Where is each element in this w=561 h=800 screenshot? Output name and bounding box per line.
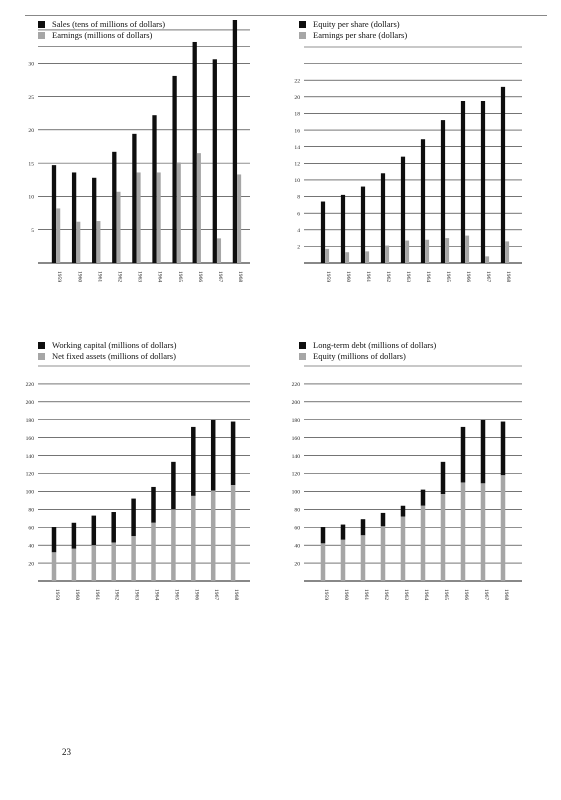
legend-label: Earnings per share (dollars) [313, 30, 408, 40]
bar-segment-bottom [481, 483, 486, 581]
y-tick-label: 120 [291, 471, 300, 478]
bar-segment-bottom [341, 540, 346, 581]
x-tick-label: 1966 [193, 589, 200, 601]
x-tick-label: 1968 [237, 271, 244, 283]
y-tick-label: 60 [294, 525, 300, 532]
y-tick-label: 200 [25, 400, 34, 407]
x-tick-label: 1960 [73, 589, 80, 601]
y-tick-label: 30 [28, 61, 34, 68]
x-tick-label: 1959 [323, 589, 329, 601]
x-tick-label: 1962 [385, 271, 392, 283]
y-tick-label: 40 [28, 543, 34, 550]
y-tick-label: 22 [294, 78, 300, 85]
bar-segment-bottom [501, 475, 506, 581]
x-tick-label: 1959 [54, 589, 60, 601]
bar-segment-top [321, 527, 326, 543]
legend-label: Net fixed assets (millions of dollars) [52, 351, 176, 361]
y-tick-label: 220 [291, 382, 300, 389]
y-tick-label: 20 [28, 128, 34, 135]
x-tick-label: 1968 [505, 271, 512, 283]
y-tick-label: 18 [294, 111, 300, 118]
y-tick-label: 160 [291, 435, 300, 442]
y-tick-label: 8 [297, 194, 300, 201]
legend-label: Long-term debt (millions of dollars) [313, 340, 437, 350]
legend-label: Equity (millions of dollars) [313, 351, 406, 361]
x-tick-label: 1963 [136, 271, 143, 283]
y-tick-label: 60 [28, 525, 34, 532]
x-tick-label: 1965 [445, 271, 452, 283]
y-tick-label: 15 [28, 161, 34, 168]
x-tick-label: 1966 [465, 271, 472, 283]
bar-segment-top [401, 506, 406, 517]
y-tick-label: 20 [294, 95, 300, 102]
x-tick-label: 1964 [153, 589, 160, 601]
x-tick-label: 1967 [216, 271, 223, 283]
x-tick-label: 1961 [363, 589, 369, 601]
bar-segment-top [361, 519, 366, 535]
legend-label: Sales (tens of millions of dollars) [52, 19, 166, 29]
x-tick-label: 1963 [405, 271, 412, 283]
bar-segment-bottom [361, 535, 366, 581]
y-tick-label: 10 [28, 194, 34, 201]
y-tick-label: 14 [294, 144, 300, 151]
x-tick-label: 1968 [233, 589, 240, 601]
x-tick-label: 1962 [116, 271, 123, 283]
x-tick-label: 1967 [483, 589, 489, 601]
legend-label: Equity per share (dollars) [313, 19, 400, 29]
y-tick-label: 20 [294, 561, 300, 568]
bar-segment-top [381, 513, 386, 526]
x-tick-label: 1964 [423, 589, 429, 601]
bar-segment-top [421, 490, 426, 506]
bar-segment-top [481, 420, 486, 484]
y-tick-label: 200 [291, 400, 300, 407]
y-tick-label: 40 [294, 543, 300, 550]
bar-segment-bottom [381, 526, 386, 581]
y-tick-label: 160 [25, 435, 34, 442]
x-tick-label: 1967 [213, 589, 220, 601]
legend-label: Earnings (millions of dollars) [52, 30, 153, 40]
y-tick-label: 220 [25, 382, 34, 389]
page-number: 23 [62, 747, 71, 757]
x-tick-label: 1966 [463, 589, 469, 601]
y-tick-label: 80 [28, 507, 34, 514]
bar-segment-bottom [421, 506, 426, 581]
x-tick-label: 1967 [485, 271, 492, 283]
bar-segment-top [441, 462, 446, 494]
x-tick-label: 1963 [403, 589, 409, 601]
x-tick-label: 1960 [343, 589, 349, 601]
y-tick-label: 5 [31, 227, 34, 234]
x-tick-label: 1966 [196, 271, 203, 283]
y-tick-label: 4 [297, 227, 300, 234]
x-tick-label: 1960 [345, 271, 352, 283]
x-tick-label: 1959 [56, 271, 63, 283]
x-tick-label: 1962 [113, 589, 120, 601]
x-tick-label: 1963 [133, 589, 140, 601]
x-tick-label: 1965 [176, 271, 183, 283]
x-tick-label: 1962 [383, 589, 389, 601]
y-tick-label: 6 [297, 211, 300, 218]
y-tick-label: 25 [28, 94, 34, 101]
y-tick-label: 180 [25, 417, 34, 424]
x-tick-label: 1961 [96, 271, 103, 283]
y-tick-label: 16 [294, 128, 300, 135]
y-tick-label: 2 [297, 244, 300, 251]
legend-label: Working capital (millions of dollars) [52, 340, 177, 350]
bar-segment-top [341, 525, 346, 540]
y-tick-label: 120 [25, 471, 34, 478]
y-tick-label: 140 [25, 453, 34, 460]
bar-segment-top [501, 422, 506, 476]
y-tick-label: 10 [294, 178, 300, 185]
y-tick-label: 80 [294, 507, 300, 514]
bar-segment-bottom [461, 482, 466, 581]
x-tick-label: 1968 [503, 589, 509, 601]
x-tick-label: 1965 [173, 589, 180, 601]
x-tick-label: 1964 [425, 271, 432, 283]
y-tick-label: 180 [291, 417, 300, 424]
x-tick-label: 1961 [365, 271, 372, 283]
y-tick-label: 140 [291, 453, 300, 460]
bar-segment-bottom [441, 494, 446, 581]
x-tick-label: 1965 [443, 589, 449, 601]
y-tick-label: 100 [25, 489, 34, 496]
y-tick-label: 100 [291, 489, 300, 496]
x-tick-label: 1961 [93, 589, 100, 601]
x-tick-label: 1960 [76, 271, 83, 283]
x-tick-label: 1959 [325, 271, 332, 283]
y-tick-label: 12 [294, 161, 300, 168]
x-tick-label: 1964 [156, 271, 163, 283]
y-tick-label: 20 [28, 561, 34, 568]
bar-segment-bottom [321, 543, 326, 581]
bar-segment-top [461, 427, 466, 483]
bar-segment-bottom [401, 517, 406, 582]
